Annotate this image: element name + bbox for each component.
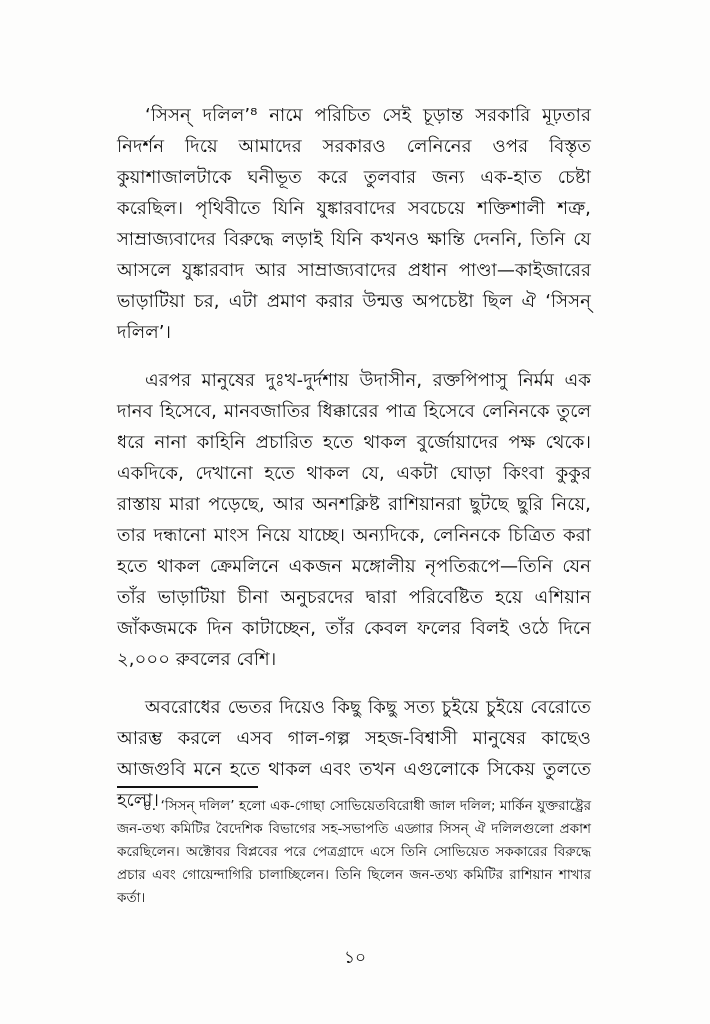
paragraph-1: ‘সিসন্ দলিল’⁸ নামে পরিচিত সেই চূড়ান্ত সরকারি মূঢ়তার নিদর্শন দিয়ে আমাদের সরকারও লেনিনের ওপর বিস্তৃত কুয়াশাজালটাকে ঘনীভূত করে তুলবার জন্য এক-হাত চেষ্টা করেছিল। পৃথিবীতে যিনি যুঙ্কারবাদের সবচেয়ে শক্তিশালী শত্রু, সাম্রাজ্যবাদের বিরুদ্ধে লড়াই যিনি কখনও ক্ষান্তি দেননি, তিনি যে আসলে যুঙ্কারবাদ আর সাম্রাজ্যবাদের প্রধান পাণ্ডা—কাইজারের ভাড়াটিয়া চর, এটা প্রমাণ করার উন্মত্ত অপচেষ্টা ছিল ঐ ‘সিসন্ দলিল’। <box>117 105 591 343</box>
paragraph-3: অবরোধের ভেতর দিয়েও কিছু কিছু সত্য চুইয়ে চুইয়ে বেরোতে আরম্ভ করলে এসব গাল-গল্প সহজ-বিশ্বাসী মানুষের কাছেও আজগুবি মনে হতে থাকল এবং তখন এগুলোকে সিকেয় তুলতে হলো। <box>117 697 591 811</box>
body-text <box>117 100 591 833</box>
page-number: ১০ <box>343 948 367 968</box>
footnote-divider <box>117 786 258 788</box>
footnote: ৪. ‘সিসন্ দলিল’ হলো এক-গোছা সোভিয়েতবিরোধী জাল দলিল; মার্কিন যুক্তরাষ্ট্রের জন-তথ্য কমিটির বৈদেশিক বিভাগের সহ-সভাপতি এড্গার সিসন্ ঐ দলিলগুলো প্রকাশ করেছিলেন। অক্টোবর বিপ্লবের পরে পেত্রগ্রাদে এসে তিনি সোভিয়েত সককারের বিরুদ্ধে প্রচার এবং গোয়েন্দাগিরি চালাচ্ছিলেন। তিনি ছিলেন জন-তথ্য কমিটির রাশিয়ান শাখার কর্তা। <box>117 798 591 906</box>
paragraph-2: এরপর মানুষের দুঃখ-দুর্দশায় উদাসীন, রক্তপিপাসু নির্মম এক দানব হিসেবে, মানবজাতির ধিক্কারের পাত্র হিসেবে লেনিনকে তুলে ধরে নানা কাহিনি প্রচারিত হতে থাকল বুর্জোয়াদের পক্ষ থেকে। একদিকে, দেখানো হতে থাকল যে, একটা ঘোড়া কিংবা কুকুর রাস্তায় মারা পড়েছে, আর অনশক্লিষ্ট রাশিয়ানরা ছুটছে ছুরি নিয়ে, তার দন্ধানো মাংস নিয়ে যাচ্ছে। অন্যদিকে, লেনিনকে চিত্রিত করা হতে থাকল ক্রেমলিনে একজন মঙ্গোলীয় নৃপতিরূপে—তিনি যেন তাঁর ভাড়াটিয়া চীনা অনুচরদের দ্বারা পরিবেষ্টিত হয়ে এশিয়ান জাঁকজমকে দিন কাটাচ্ছেন, তাঁর কেবল ফলের বিলই ওঠে দিনে ২,০০০ রুবলের বেশি। <box>117 370 591 670</box>
